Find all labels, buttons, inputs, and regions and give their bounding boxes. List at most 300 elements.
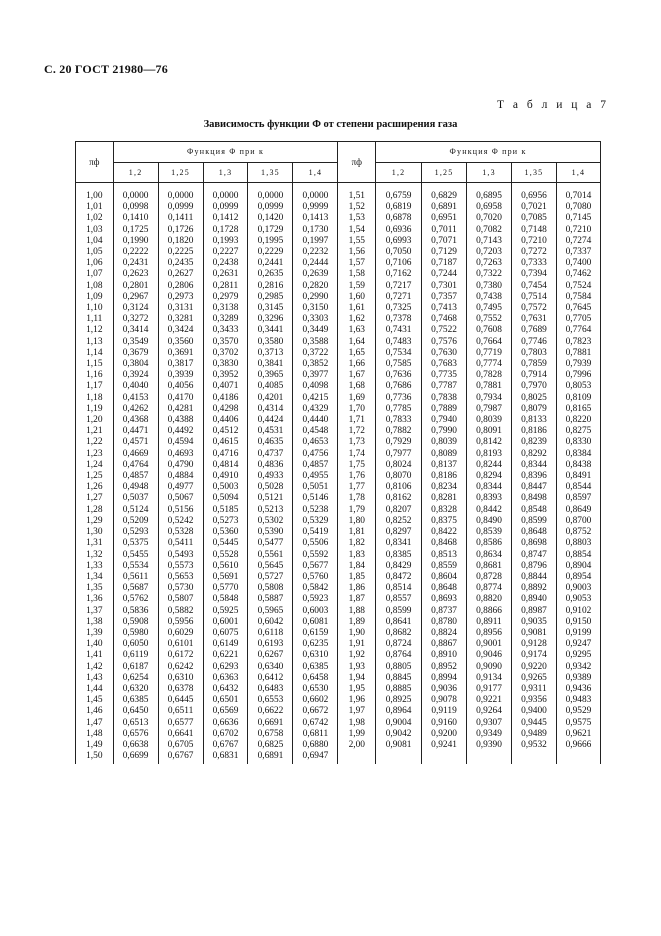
table-row <box>76 183 601 203</box>
phi-value-cell: 0,4756 <box>293 449 338 460</box>
phi-value-cell: 0,7585 <box>376 359 422 370</box>
phi-value-cell: 0,4857 <box>113 471 158 482</box>
phi-value-cell: 0,8514 <box>376 583 422 594</box>
phi-value-cell: 0,8186 <box>422 471 467 482</box>
right-group-header: Функция Φ при к <box>376 142 601 163</box>
phi-value-cell: 0,9078 <box>422 695 467 706</box>
phi-value-cell: 0,5908 <box>113 617 158 628</box>
phi-value-cell: 0,6293 <box>203 662 248 673</box>
phi-value-cell: 0,4440 <box>293 415 338 426</box>
pi-value-cell: 1,74 <box>338 449 376 460</box>
phi-value-cell: 0,7939 <box>556 359 600 370</box>
phi-value-cell: 0,3952 <box>203 370 248 381</box>
phi-value-cell: 0,8375 <box>422 516 467 527</box>
phi-value-cell: 0,3939 <box>158 370 203 381</box>
phi-value-cell: 0,8599 <box>511 516 556 527</box>
page-header: С. 20 ГОСТ 21980—76 <box>44 62 168 76</box>
phi-value-cell: 0,9053 <box>556 594 600 605</box>
table-row <box>76 516 601 527</box>
phi-value-cell: 0,2435 <box>158 258 203 269</box>
phi-value-cell: 0,5375 <box>113 538 158 549</box>
phi-value-cell: 0,9003 <box>556 583 600 594</box>
phi-value-cell: 0,3449 <box>293 325 338 336</box>
phi-value-cell: 0,6254 <box>113 673 158 684</box>
phi-value-cell: 0,9221 <box>467 695 512 706</box>
pi-value-cell: 1,39 <box>76 628 114 639</box>
phi-value-cell: 0,7683 <box>422 359 467 370</box>
phi-value-cell: 0,5677 <box>293 561 338 572</box>
phi-value-cell: 0,8025 <box>511 393 556 404</box>
phi-value-cell: 0,8904 <box>556 561 600 572</box>
pi-value-cell: 1,99 <box>338 729 376 740</box>
table-row <box>76 673 601 684</box>
phi-value-cell: 0,5882 <box>158 606 203 617</box>
k-header: 1,35 <box>511 162 556 183</box>
phi-value-cell: 0,5445 <box>203 538 248 549</box>
phi-value-cell: 0,0000 <box>158 183 203 203</box>
phi-value-cell: 0,8987 <box>511 606 556 617</box>
table-row <box>76 449 601 460</box>
phi-value-cell: 0,4764 <box>113 460 158 471</box>
phi-value-cell: 0,5727 <box>248 572 293 583</box>
phi-value-cell: 0,7020 <box>467 213 512 224</box>
phi-value-cell: 0,6576 <box>113 729 158 740</box>
phi-value-cell: 0,5534 <box>113 561 158 572</box>
phi-value-cell: 0,4201 <box>248 393 293 404</box>
phi-value-cell: 0,5807 <box>158 594 203 605</box>
phi-value-cell: 0,6450 <box>113 706 158 717</box>
table-row <box>76 404 601 415</box>
phi-value-cell: 0,7977 <box>376 449 422 460</box>
phi-value-cell: 0,6432 <box>203 684 248 695</box>
pi-value-cell: 1,29 <box>76 516 114 527</box>
phi-value-cell: 0,6320 <box>113 684 158 695</box>
phi-value-cell: 0,8384 <box>556 449 600 460</box>
phi-value-cell: 0,9264 <box>467 706 512 717</box>
left-n-header: πф <box>76 142 114 183</box>
k-header: 1,25 <box>422 162 467 183</box>
phi-value-cell: 0,6672 <box>293 706 338 717</box>
phi-value-cell: 0,4329 <box>293 404 338 415</box>
phi-value-cell: 0,9436 <box>556 684 600 695</box>
phi-value-cell: 0,7859 <box>511 359 556 370</box>
pi-value-cell: 1,41 <box>76 650 114 661</box>
phi-value-cell: 0,7483 <box>376 337 422 348</box>
phi-value-cell: 0,9356 <box>511 695 556 706</box>
phi-value-cell: 0,8634 <box>467 550 512 561</box>
phi-value-cell: 0,6042 <box>248 617 293 628</box>
phi-value-cell: 0,8867 <box>422 639 467 650</box>
phi-value-cell: 0,8244 <box>467 460 512 471</box>
phi-value-cell: 0,6880 <box>293 740 338 751</box>
phi-value-cell: 0,4406 <box>203 415 248 426</box>
phi-value-cell: 0,8109 <box>556 393 600 404</box>
phi-value-cell: 0,6513 <box>113 718 158 729</box>
phi-value-cell: 0,4492 <box>158 426 203 437</box>
phi-value-cell: 0,8472 <box>376 572 422 583</box>
phi-value-cell: 0,7263 <box>467 258 512 269</box>
phi-value-cell: 0,2444 <box>293 258 338 269</box>
phi-value-cell: 0,8341 <box>376 538 422 549</box>
phi-value-cell: 0,5762 <box>113 594 158 605</box>
phi-value-cell: 0,4215 <box>293 393 338 404</box>
phi-value-cell: 0,1726 <box>158 225 203 236</box>
phi-value-cell: 0,5561 <box>248 550 293 561</box>
phi-value-cell: 0,3977 <box>293 370 338 381</box>
phi-value-cell: 0,0000 <box>248 183 293 203</box>
pi-value-cell: 1,96 <box>338 695 376 706</box>
phi-value-cell: 0,7996 <box>556 370 600 381</box>
phi-value-cell: 0,4737 <box>248 449 293 460</box>
phi-value-cell: 0,7838 <box>422 393 467 404</box>
phi-value-cell: 0,9035 <box>511 617 556 628</box>
phi-value-cell: 0,7380 <box>467 281 512 292</box>
pi-value-cell: 1,19 <box>76 404 114 415</box>
pi-value-cell: 1,67 <box>338 370 376 381</box>
phi-value-cell: 0,6958 <box>467 202 512 213</box>
phi-value-cell: 0,8648 <box>511 527 556 538</box>
phi-value-cell: 0,7990 <box>422 426 467 437</box>
phi-value-cell: 0,8954 <box>556 572 600 583</box>
phi-value-cell: 0,1413 <box>293 213 338 224</box>
pi-value-cell: 1,24 <box>76 460 114 471</box>
phi-value-cell: 0,6075 <box>203 628 248 639</box>
phi-value-cell: 0,1729 <box>248 225 293 236</box>
phi-value-cell: 0,7333 <box>511 258 556 269</box>
phi-value-cell: 0,8747 <box>511 550 556 561</box>
phi-value-cell: 0,8724 <box>376 639 422 650</box>
pi-value-cell: 1,47 <box>76 718 114 729</box>
pi-value-cell: 1,22 <box>76 437 114 448</box>
phi-value-cell: 0,8866 <box>467 606 512 617</box>
pi-value-cell: 1,70 <box>338 404 376 415</box>
phi-value-cell: 0,8803 <box>556 538 600 549</box>
phi-function-table <box>75 141 601 764</box>
pi-value-cell: 1,83 <box>338 550 376 561</box>
phi-value-cell: 0,8728 <box>467 572 512 583</box>
phi-value-cell: 0,8641 <box>376 617 422 628</box>
table-row <box>76 292 601 303</box>
phi-value-cell: 0,7468 <box>422 314 467 325</box>
phi-value-cell: 0,8039 <box>422 437 467 448</box>
phi-value-cell: 0,4653 <box>293 437 338 448</box>
phi-value-cell: 0,8429 <box>376 561 422 572</box>
pi-value-cell: 1,12 <box>76 325 114 336</box>
phi-value-cell: 0,4085 <box>248 381 293 392</box>
phi-value-cell: 0,4153 <box>113 393 158 404</box>
phi-value-cell: 0,5455 <box>113 550 158 561</box>
phi-value-cell: 0,6811 <box>293 729 338 740</box>
phi-value-cell: 0,6758 <box>248 729 293 740</box>
pi-value-cell: 1,53 <box>338 213 376 224</box>
phi-value-cell: 0,4388 <box>158 415 203 426</box>
phi-value-cell: 0,8952 <box>422 662 467 673</box>
phi-value-cell: 0,5121 <box>248 493 293 504</box>
phi-value-cell: 0,8275 <box>556 426 600 437</box>
phi-value-cell: 0,2979 <box>203 292 248 303</box>
phi-value-cell: 0,3131 <box>158 303 203 314</box>
phi-value-cell: 0,9400 <box>511 706 556 717</box>
table-row <box>76 337 601 348</box>
pi-value-cell: 1,55 <box>338 236 376 247</box>
phi-value-cell: 0,7431 <box>376 325 422 336</box>
phi-value-cell: 0,9532 <box>511 740 556 751</box>
phi-value-cell: 0,6081 <box>293 617 338 628</box>
phi-value-cell: 0,3852 <box>293 359 338 370</box>
phi-value-cell: 0,8207 <box>376 505 422 516</box>
pi-value-cell: 1,51 <box>338 183 376 203</box>
table-row <box>76 493 601 504</box>
phi-value-cell: 0,5390 <box>248 527 293 538</box>
phi-value-cell: 0,2990 <box>293 292 338 303</box>
phi-value-cell: 0,2438 <box>203 258 248 269</box>
phi-value-cell: 0,5213 <box>248 505 293 516</box>
phi-value-cell: 0,6891 <box>422 202 467 213</box>
phi-value-cell: 0,9483 <box>556 695 600 706</box>
phi-value-cell: 0,6050 <box>113 639 158 650</box>
phi-value-cell: 0,5610 <box>203 561 248 572</box>
phi-value-cell: 0,8422 <box>422 527 467 538</box>
phi-value-cell: 0,5653 <box>158 572 203 583</box>
phi-value-cell: 0,5506 <box>293 538 338 549</box>
table-row <box>76 628 601 639</box>
phi-value-cell: 0,6993 <box>376 236 422 247</box>
phi-value-cell: 0,7514 <box>511 292 556 303</box>
table-row <box>76 639 601 650</box>
phi-value-cell: 0,9575 <box>556 718 600 729</box>
phi-value-cell: 0,9001 <box>467 639 512 650</box>
phi-value-cell: 0,8964 <box>376 706 422 717</box>
phi-value-cell: 0,9081 <box>376 740 422 751</box>
phi-value-cell: 0,6895 <box>467 183 512 203</box>
phi-value-cell: 0,6641 <box>158 729 203 740</box>
phi-value-cell: 0,4098 <box>293 381 338 392</box>
phi-value-cell: 0,8764 <box>376 650 422 661</box>
phi-value-cell: 0,9119 <box>422 706 467 717</box>
phi-value-cell: 0,7522 <box>422 325 467 336</box>
phi-value-cell: 0,2227 <box>203 247 248 258</box>
phi-value-cell: 0,8220 <box>556 415 600 426</box>
phi-value-cell: 0,4531 <box>248 426 293 437</box>
phi-value-cell: 0,8597 <box>556 493 600 504</box>
phi-value-cell: 0,5848 <box>203 594 248 605</box>
table-row <box>76 505 601 516</box>
phi-value-cell: 0,8682 <box>376 628 422 639</box>
pi-value-cell: 1,31 <box>76 538 114 549</box>
phi-value-cell: 0,3713 <box>248 348 293 359</box>
pi-value-cell: 1,91 <box>338 639 376 650</box>
phi-value-cell: 0,8805 <box>376 662 422 673</box>
phi-value-cell: 0,6340 <box>248 662 293 673</box>
phi-value-cell: 0,7071 <box>422 236 467 247</box>
k-header: 1,2 <box>113 162 158 183</box>
phi-value-cell: 0,6767 <box>203 740 248 751</box>
pi-value-cell: 1,37 <box>76 606 114 617</box>
phi-value-cell: 0,7187 <box>422 258 467 269</box>
phi-value-cell: 0,3691 <box>158 348 203 359</box>
phi-value-cell: 0,7438 <box>467 292 512 303</box>
phi-value-cell: 0,4857 <box>293 460 338 471</box>
phi-value-cell: 0,9295 <box>556 650 600 661</box>
phi-value-cell: 0,3702 <box>203 348 248 359</box>
phi-value-cell <box>511 751 556 764</box>
phi-value-cell: 0,7162 <box>376 269 422 280</box>
pi-value-cell: 1,86 <box>338 583 376 594</box>
phi-value-cell: 0,9128 <box>511 639 556 650</box>
phi-value-cell: 0,8186 <box>511 426 556 437</box>
phi-value-cell: 0,8491 <box>556 471 600 482</box>
phi-value-cell <box>556 751 600 764</box>
phi-value-cell: 0,8885 <box>376 684 422 695</box>
phi-value-cell: 0,3150 <box>293 303 338 314</box>
phi-value-cell: 0,7462 <box>556 269 600 280</box>
pi-value-cell: 1,64 <box>338 337 376 348</box>
phi-value-cell: 0,7746 <box>511 337 556 348</box>
phi-value-cell: 0,1410 <box>113 213 158 224</box>
phi-value-cell: 0,6636 <box>203 718 248 729</box>
phi-value-cell: 0,6385 <box>113 695 158 706</box>
pi-value-cell: 1,43 <box>76 673 114 684</box>
pi-value-cell: 1,98 <box>338 718 376 729</box>
phi-value-cell: 0,4186 <box>203 393 248 404</box>
pi-value-cell: 1,38 <box>76 617 114 628</box>
phi-value-cell: 0,8165 <box>556 404 600 415</box>
phi-value-cell: 0,9200 <box>422 729 467 740</box>
phi-value-cell: 0,3303 <box>293 314 338 325</box>
phi-value-cell: 0,6602 <box>293 695 338 706</box>
pi-value-cell: 1,50 <box>76 751 114 764</box>
phi-value-cell: 0,9036 <box>422 684 467 695</box>
pi-value-cell: 1,05 <box>76 247 114 258</box>
phi-value-cell: 0,8539 <box>467 527 512 538</box>
phi-value-cell: 0,7210 <box>556 225 600 236</box>
phi-value-cell: 0,5209 <box>113 516 158 527</box>
phi-value-cell: 0,6956 <box>511 183 556 203</box>
pi-value-cell: 1,88 <box>338 606 376 617</box>
phi-value-cell: 0,7203 <box>467 247 512 258</box>
phi-value-cell: 0,8648 <box>422 583 467 594</box>
pi-value-cell: 1,01 <box>76 202 114 213</box>
phi-value-cell: 0,4910 <box>203 471 248 482</box>
phi-value-cell: 0,8774 <box>467 583 512 594</box>
table-row <box>76 348 601 359</box>
phi-value-cell: 0,0000 <box>113 183 158 203</box>
phi-value-cell: 0,0999 <box>248 202 293 213</box>
phi-value-cell: 0,8544 <box>556 482 600 493</box>
table-row <box>76 606 601 617</box>
phi-value-cell: 0,8824 <box>422 628 467 639</box>
table-row <box>76 740 601 751</box>
phi-value-cell: 0,3560 <box>158 337 203 348</box>
phi-value-cell: 0,7705 <box>556 314 600 325</box>
phi-value-cell: 0,6936 <box>376 225 422 236</box>
phi-value-cell: 0,9220 <box>511 662 556 673</box>
phi-value-cell: 0,8956 <box>467 628 512 639</box>
phi-value-cell: 0,3804 <box>113 359 158 370</box>
phi-value-cell: 0,1420 <box>248 213 293 224</box>
phi-value-cell: 0,7631 <box>511 314 556 325</box>
phi-value-cell: 0,5411 <box>158 538 203 549</box>
k-header: 1,25 <box>158 162 203 183</box>
phi-value-cell: 0,9342 <box>556 662 600 673</box>
table-row <box>76 650 601 661</box>
phi-value-cell: 0,5691 <box>203 572 248 583</box>
phi-value-cell: 0,5573 <box>158 561 203 572</box>
phi-value-cell: 0,6149 <box>203 639 248 650</box>
phi-value-cell: 0,4262 <box>113 404 158 415</box>
phi-value-cell: 0,8548 <box>511 505 556 516</box>
phi-value-cell: 0,0000 <box>203 183 248 203</box>
phi-value-cell: 0,4424 <box>248 415 293 426</box>
phi-value-cell: 0,7085 <box>511 213 556 224</box>
phi-value-cell: 0,3414 <box>113 325 158 336</box>
phi-value-cell: 0,6831 <box>203 751 248 764</box>
phi-value-cell: 0,6235 <box>293 639 338 650</box>
phi-value-cell: 0,7881 <box>556 348 600 359</box>
k-header: 1,2 <box>376 162 422 183</box>
phi-value-cell: 0,7394 <box>511 269 556 280</box>
k-header: 1,4 <box>293 162 338 183</box>
phi-value-cell: 0,6310 <box>158 673 203 684</box>
pi-value-cell: 1,80 <box>338 516 376 527</box>
phi-value-cell: 0,9265 <box>511 673 556 684</box>
phi-value-cell: 0,3433 <box>203 325 248 336</box>
phi-value-cell: 0,5419 <box>293 527 338 538</box>
pi-value-cell: 1,32 <box>76 550 114 561</box>
phi-value-cell: 0,8142 <box>467 437 512 448</box>
pi-value-cell: 1,28 <box>76 505 114 516</box>
phi-value-cell: 0,2229 <box>248 247 293 258</box>
phi-value-cell: 0,6378 <box>158 684 203 695</box>
phi-value-cell: 0,7833 <box>376 415 422 426</box>
table-row <box>76 751 601 764</box>
pi-value-cell: 1,26 <box>76 482 114 493</box>
phi-value-cell: 0,0999 <box>203 202 248 213</box>
pi-value-cell: 1,84 <box>338 561 376 572</box>
phi-value-cell: 0,6483 <box>248 684 293 695</box>
phi-value-cell: 0,9621 <box>556 729 600 740</box>
table-row <box>76 594 601 605</box>
phi-value-cell: 0,4281 <box>158 404 203 415</box>
phi-value-cell: 0,5760 <box>293 572 338 583</box>
phi-value-cell: 0,8693 <box>422 594 467 605</box>
phi-value-cell: 0,9177 <box>467 684 512 695</box>
phi-value-cell: 0,5293 <box>113 527 158 538</box>
pi-value-cell: 1,49 <box>76 740 114 751</box>
pi-value-cell: 1,65 <box>338 348 376 359</box>
phi-value-cell: 0,6267 <box>248 650 293 661</box>
table-row <box>76 729 601 740</box>
pi-value-cell: 1,89 <box>338 617 376 628</box>
phi-value-cell: 0,2631 <box>203 269 248 280</box>
phi-value-cell: 0,5302 <box>248 516 293 527</box>
phi-value-cell: 0,3722 <box>293 348 338 359</box>
phi-value-cell: 0,3289 <box>203 314 248 325</box>
table-row <box>76 393 601 404</box>
phi-value-cell: 0,5645 <box>248 561 293 572</box>
phi-value-cell: 0,4933 <box>248 471 293 482</box>
phi-value-cell: 0,9999 <box>293 202 338 213</box>
table-row <box>76 359 601 370</box>
phi-value-cell: 0,7987 <box>467 404 512 415</box>
phi-value-cell: 0,7301 <box>422 281 467 292</box>
phi-value-cell: 0,7689 <box>511 325 556 336</box>
pi-value-cell: 1,07 <box>76 269 114 280</box>
phi-value-cell: 0,8468 <box>422 538 467 549</box>
pi-value-cell: 1,79 <box>338 505 376 516</box>
phi-value-cell: 0,5770 <box>203 583 248 594</box>
k-header: 1,3 <box>203 162 248 183</box>
